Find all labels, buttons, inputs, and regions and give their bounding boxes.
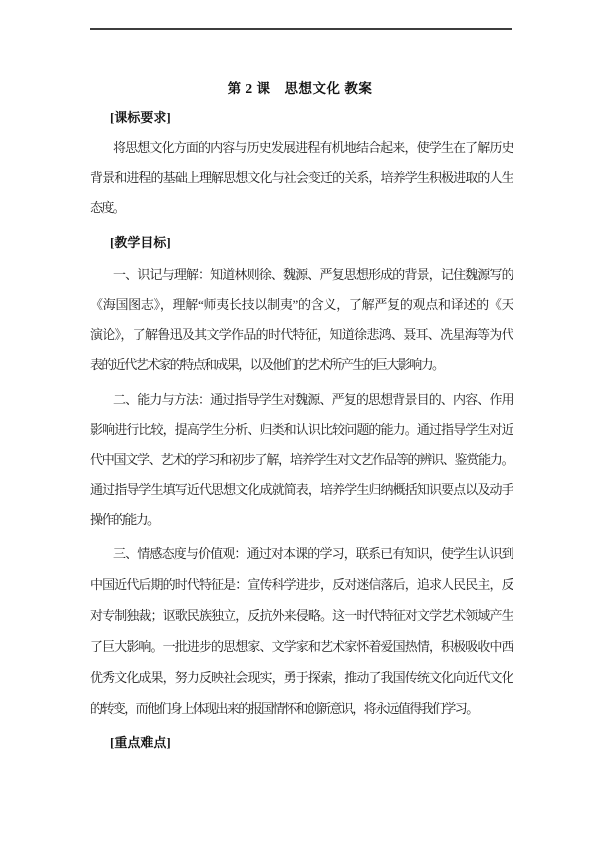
paragraph-line: 优秀文化成果，努力反映社会现实，勇于探索，推动了我国传统文化向近代文化 (90, 670, 513, 685)
paragraph-line: 一、识记与理解：知道林则徐、魏源、严复思想形成的背景，记住魏源写的 (113, 267, 513, 282)
paragraph-line: 态度。 (90, 200, 125, 215)
paragraph-line: 演论》，了解鲁迅及其文学作品的时代特征，知道徐悲鸿、聂耳、冼星海等为代 (90, 327, 513, 342)
paragraph-line: 二、能力与方法：通过指导学生对魏源、严复的思想背景目的、内容、作用 (113, 392, 513, 407)
document-title: 第 2 课 思想文化 教案 (227, 81, 373, 96)
paragraph-line: 对专制独裁；讴歌民族独立，反抗外来侵略。这一时代特征对文学艺术领域产生 (90, 608, 513, 623)
page-top-rule (90, 28, 512, 30)
paragraph-line: 通过指导学生填写近代思想文化成就简表，培养学生归纳概括知识要点以及动手 (90, 482, 513, 497)
paragraph-line: 操作的能力。 (90, 512, 159, 527)
paragraph-line: 《海国图志》，理解“师夷长技以制夷”的含义，了解严复的观点和译述的《天 (90, 297, 513, 312)
paragraph-line: 背景和进程的基础上理解思想文化与社会变迁的关系，培养学生积极进取的人生 (90, 170, 513, 185)
paragraph-line: 的转变，而他们身上体现出来的报国情怀和创新意识，将永远值得我们学习。 (90, 701, 478, 716)
paragraph-line: 代中国文学、艺术的学习和初步了解，培养学生对文艺作品等的辨识、鉴赏能力。 (90, 452, 513, 467)
paragraph-line: 将思想文化方面的内容与历史发展进程有机地结合起来，使学生在了解历史 (113, 140, 513, 155)
paragraph-line: 表的近代艺术家的特点和成果，以及他们的艺术所产生的巨大影响力。 (90, 357, 444, 372)
section-header-key-points: [重点难点] (110, 735, 171, 750)
section-header-curriculum: [课标要求] (110, 110, 171, 125)
section-header-objectives: [教学目标] (110, 235, 171, 250)
paragraph-line: 了巨大影响。一批进步的思想家、文学家和艺术家怀着爱国热情，积极吸收中西 (90, 639, 513, 654)
paragraph-line: 影响进行比较，提高学生分析、归类和认识比较问题的能力。通过指导学生对近 (90, 422, 513, 437)
paragraph-line: 三、情感态度与价值观：通过对本课的学习，联系已有知识，使学生认识到 (113, 546, 513, 561)
paragraph-line: 中国近代后期的时代特征是：宣传科学进步，反对迷信落后，追求人民民主，反 (90, 577, 513, 592)
